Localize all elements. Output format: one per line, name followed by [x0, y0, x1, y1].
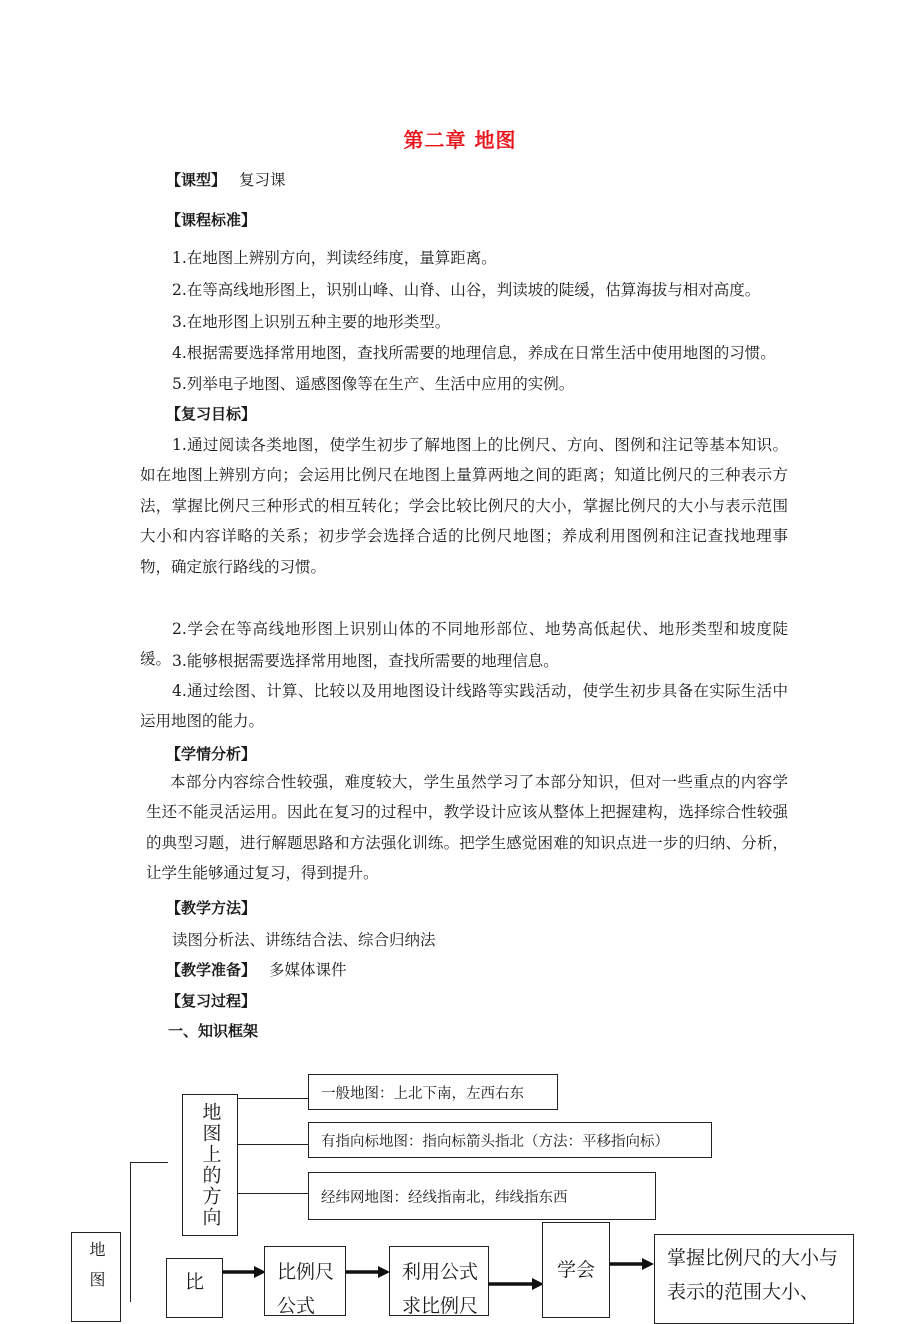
- direction-item-1-text: 一般地图：上北下南，左西右东: [321, 1085, 524, 1102]
- analysis-text: 本部分内容综合性较强，难度较大，学生虽然学习了本部分知识，但对一些重点的内容学生还不能灵活运用。因此在复习的过程中，教学设计应该从整体上把握建构，选择综合性较强的典型习题，进行解题思路和方法强化训练。把学生感觉困难的知识点进一步的归纳、分析，让学生能够通过复习，得到提升。: [146, 773, 788, 883]
- prep-label: 【教学准备】: [166, 961, 257, 979]
- objective-item-3: 3.能够根据需要选择常用地图，查找所需要的地理信息。: [172, 652, 559, 670]
- prep-row: [166, 960, 346, 980]
- root-connector-line: [130, 1162, 131, 1302]
- root-connector-line: [130, 1162, 168, 1163]
- formula-box: [389, 1246, 489, 1316]
- objective-item-4: 4.通过绘图、计算、比较以及用地图设计线路等实践活动，使学生初步具备在实际生活中运用地图的能力。: [140, 682, 788, 731]
- scale-box-label: 比: [184, 1271, 204, 1293]
- objectives-heading: 【复习目标】: [166, 405, 257, 423]
- direction-item-2: [308, 1122, 712, 1158]
- direction-item-2-text: 有指向标地图：指向标箭头指北（方法：平移指向标）: [321, 1133, 669, 1150]
- master-box: [654, 1234, 854, 1324]
- objective-item-2: 2.学会在等高线地形图上识别山体的不同地形部位、地势高低起伏、地形类型和坡度陡缓。: [140, 620, 788, 669]
- page-title: 第二章 地图: [403, 128, 517, 152]
- standard-item-3: 3.在地形图上识别五种主要的地形类型。: [172, 313, 451, 331]
- methods-text: 读图分析法、讲练结合法、综合归纳法: [172, 931, 436, 949]
- scale-box: [166, 1258, 223, 1318]
- analysis-heading: 【学情分析】: [166, 745, 257, 763]
- connector-line: [238, 1098, 308, 1099]
- standard-item-4: 4.根据需要选择常用地图，查找所需要的地理信息，养成在日常生活中使用地图的习惯。: [172, 344, 776, 362]
- arrow-icon: [610, 1256, 656, 1272]
- standard-item-2: 2.在等高线地形图上，识别山峰、山脊、山谷，判读坡的陡缓，估算海拔与相对高度。: [172, 281, 761, 299]
- arrow-icon: [488, 1276, 546, 1292]
- lesson-type-label: 【课型】: [166, 171, 227, 189]
- lesson-type-row: [166, 170, 285, 190]
- direction-box-label: 地图上的方向: [199, 1102, 222, 1228]
- prep-value: 多媒体课件: [268, 961, 347, 979]
- process-heading: 【复习过程】: [166, 992, 257, 1010]
- direction-box: [182, 1094, 238, 1236]
- standard-item-5: 5.列举电子地图、遥感图像等在生产、生活中应用的实例。: [172, 375, 575, 393]
- connector-line: [238, 1144, 308, 1145]
- formula-label: 利用公式求比例尺: [402, 1261, 479, 1317]
- scale-forms-box: [264, 1246, 346, 1316]
- master-label: 掌握比例尺的大小与表示的范围大小、: [667, 1247, 839, 1303]
- standards-heading: 【课程标准】: [166, 211, 257, 229]
- methods-heading: 【教学方法】: [166, 899, 257, 917]
- arrow-icon: [222, 1264, 268, 1280]
- section-knowledge-framework: 一、知识框架: [168, 1022, 259, 1040]
- root-box: [71, 1232, 121, 1322]
- learn-label: 学会: [556, 1259, 595, 1281]
- direction-item-1: [308, 1074, 558, 1110]
- learn-box: [542, 1222, 610, 1318]
- standard-item-1: 1.在地图上辨别方向，判读经纬度，量算距离。: [172, 249, 497, 267]
- objective-item-1: 1.通过阅读各类地图，使学生初步了解地图上的比例尺、方向、图例和注记等基本知识。如在地图上辨别方向；会运用比例尺在地图上量算两地之间的距离；知道比例尺的三种表示方法，掌握比例尺三种形式的相互转化；学会比较比例尺的大小，掌握比例尺的大小与表示范围大小和内容详略的关系；初步学会选择合适的比例尺地图；养成利用图例和注记查找地理事物，确定旅行路线的习惯。: [140, 436, 788, 576]
- scale-forms-label: 比例尺公式: [277, 1261, 335, 1317]
- direction-item-3-text: 经纬网地图：经线指南北，纬线指东西: [321, 1189, 568, 1206]
- root-box-label: 地图: [87, 1241, 106, 1301]
- connector-line: [238, 1193, 308, 1194]
- direction-item-3: [308, 1172, 656, 1220]
- lesson-type-value: 复习课: [238, 171, 286, 189]
- arrow-icon: [346, 1264, 392, 1280]
